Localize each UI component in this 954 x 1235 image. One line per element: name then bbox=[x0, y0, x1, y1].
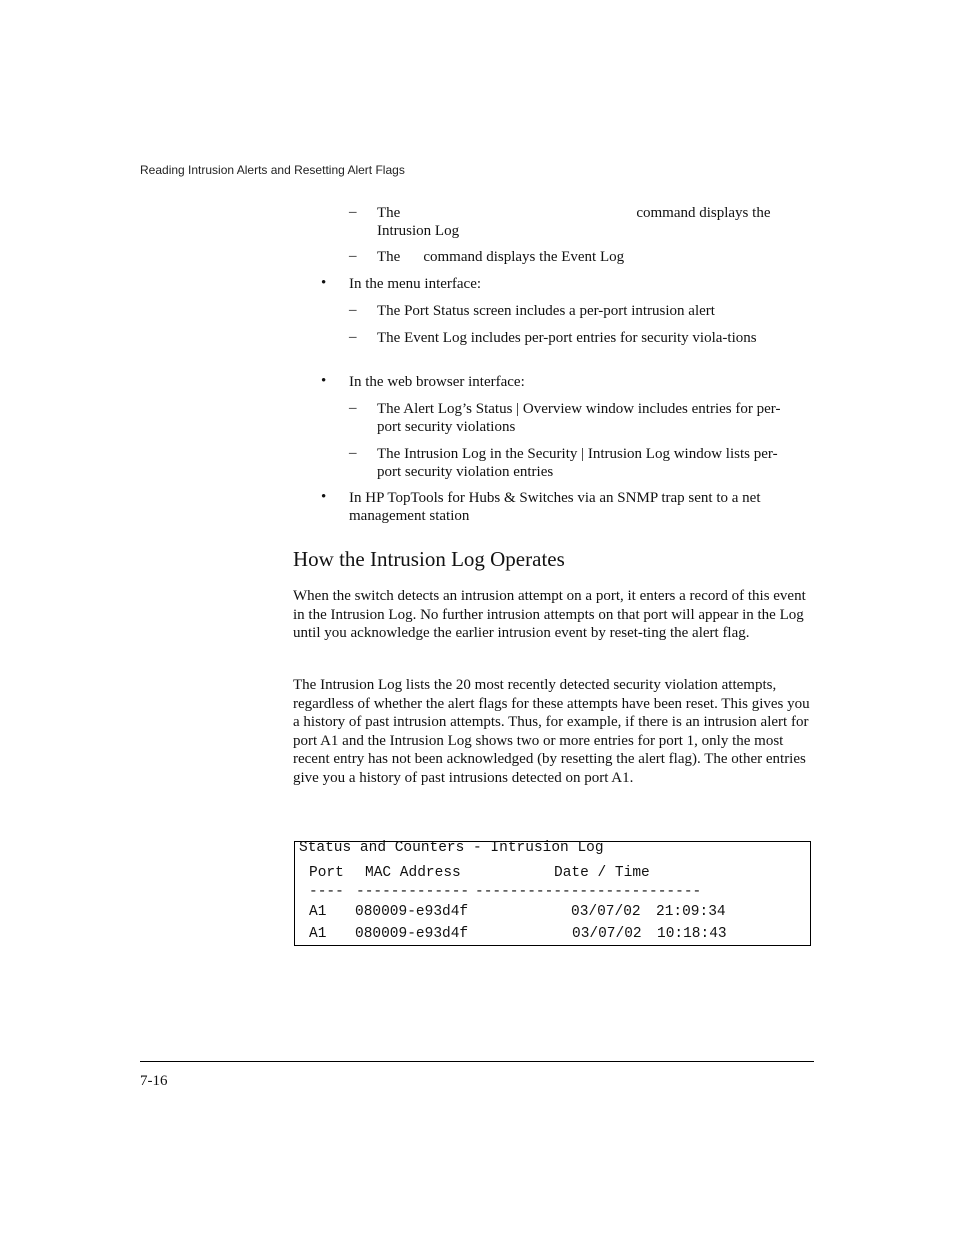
page-number: 7-16 bbox=[140, 1073, 168, 1089]
column-header-port: Port bbox=[309, 865, 344, 881]
list-item: The Intrusion Log in the Security | Intrusion Log window lists per-port security violation entries bbox=[377, 446, 778, 480]
footer-rule bbox=[140, 1061, 814, 1062]
list-item: In the web browser interface: bbox=[349, 374, 525, 390]
paragraph: The Intrusion Log lists the 20 most recently detected security violation attempts, regardless of whether the alert flags for these attempts have been reset. This gives you a history of past intrusion attempts. Thus, for example, if there is an intrusion alert for port A1 and the Intrusion Log shows two or more entries for port 1, only the most recent entry has not been acknowledged (by resetting the alert flag). The other entries give you a history of past intrusions detected on port A1. bbox=[293, 677, 810, 786]
screen-title: Status and Counters - Intrusion Log bbox=[299, 840, 604, 856]
separator-port: ---- bbox=[309, 884, 344, 900]
list-bullet: • bbox=[321, 373, 327, 389]
running-head: Reading Intrusion Alerts and Resetting Alert Flags bbox=[140, 163, 405, 177]
column-header-mac: MAC Address bbox=[365, 865, 461, 881]
list-item: In the menu interface: bbox=[349, 276, 482, 292]
table-row-mac: 080009-e93d4f bbox=[355, 904, 469, 920]
list-item-rest: command displays the Event Log bbox=[423, 249, 625, 265]
list-item: The Event Log includes per-port entries for security viola-tions bbox=[377, 330, 757, 346]
list-item bbox=[377, 204, 772, 240]
list-dash: – bbox=[349, 204, 357, 220]
list-item bbox=[377, 248, 787, 266]
list-item: The Alert Log’s Status | Overview window includes entries for per-port security violations bbox=[377, 401, 781, 435]
table-row-time: 21:09:34 bbox=[656, 904, 726, 920]
list-item-the: The bbox=[377, 205, 401, 221]
list-item-the: The bbox=[377, 249, 401, 265]
table-row-port: A1 bbox=[309, 904, 327, 920]
list-item: The Port Status screen includes a per-port intrusion alert bbox=[377, 303, 715, 319]
list-dash: – bbox=[349, 248, 357, 264]
list-dash: – bbox=[349, 445, 357, 461]
table-row-date: 03/07/02 bbox=[572, 926, 642, 942]
list-bullet: • bbox=[321, 489, 327, 505]
list-dash: – bbox=[349, 400, 357, 416]
table-row-date: 03/07/02 bbox=[571, 904, 641, 920]
list-bullet: • bbox=[321, 275, 327, 291]
intrusion-log-screen bbox=[294, 841, 811, 946]
list-dash: – bbox=[349, 329, 357, 345]
separator-datetime: -------------------------- bbox=[475, 884, 702, 900]
column-header-datetime: Date / Time bbox=[554, 865, 650, 881]
list-item-rest: command displays the Intrusion Log bbox=[377, 205, 771, 239]
list-dash: – bbox=[349, 302, 357, 318]
list-item: In HP TopTools for Hubs & Switches via an SNMP trap sent to a net management station bbox=[349, 490, 761, 524]
paragraph: When the switch detects an intrusion attempt on a port, it enters a record of this event in the Intrusion Log. No further intrusion attempts on that port will appear in the Log until you acknowledge the earlier intrusion event by reset-ting the alert flag. bbox=[293, 588, 806, 642]
table-row-mac: 080009-e93d4f bbox=[355, 926, 469, 942]
separator-mac: ------------- bbox=[356, 884, 470, 900]
table-row-port: A1 bbox=[309, 926, 327, 942]
table-row-time: 10:18:43 bbox=[657, 926, 727, 942]
section-heading: How the Intrusion Log Operates bbox=[293, 547, 565, 571]
